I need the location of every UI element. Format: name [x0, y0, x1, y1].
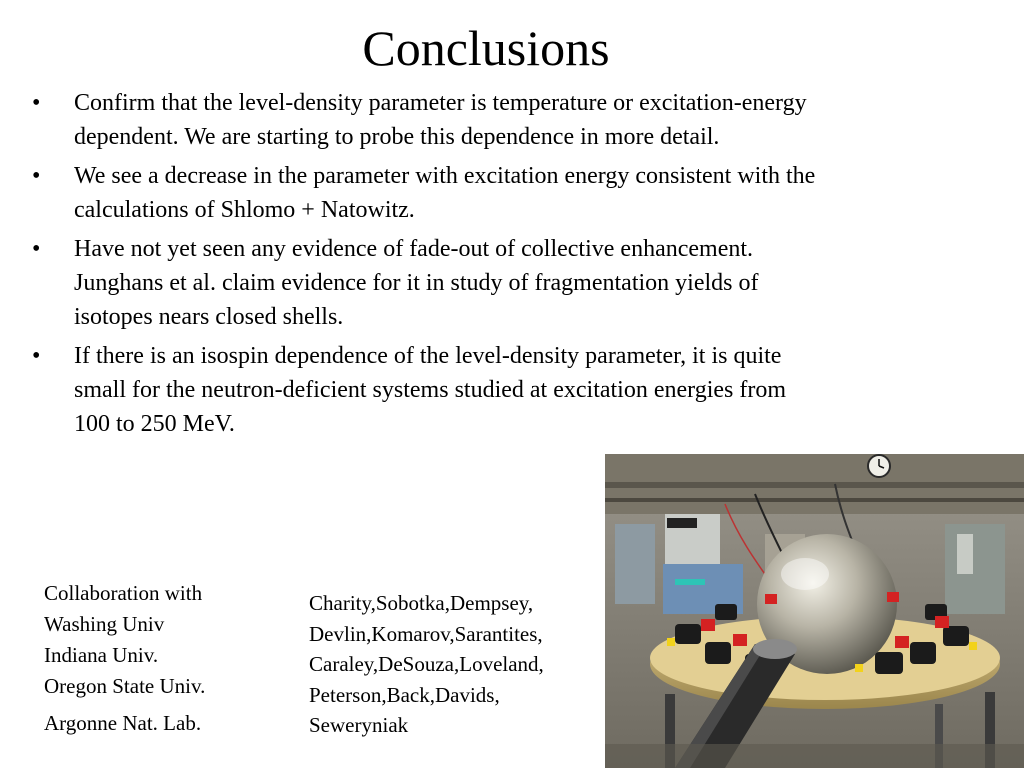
bullet-glyph: • — [32, 163, 41, 189]
bullet-item — [30, 159, 820, 227]
bullet-text: We see a decrease in the parameter with excitation energy consistent with the calculations of Shlomo + Natowitz. — [74, 163, 816, 223]
detector-photo — [605, 454, 1024, 768]
author-list — [309, 588, 604, 741]
bullet-item — [30, 232, 820, 334]
bullet-text: If there is an isospin dependence of the level-density parameter, it is quite small for the neutron-deficient systems studied at excitation energies from 100 to 250 MeV. — [74, 343, 787, 437]
bullet-glyph: • — [32, 90, 41, 116]
bullet-glyph: • — [32, 236, 41, 262]
author-line: Charity,Sobotka,Dempsey, — [309, 591, 534, 615]
slide-title: Conclusions — [362, 20, 610, 76]
author-line: Peterson,Back,Davids, — [309, 682, 500, 707]
bullet-text: Have not yet seen any evidence of fade-out of collective enhancement. Junghans et al. claim evidence for it in study of fragmentation yields of isotopes nears closed shells. — [74, 236, 759, 330]
collaboration-line: Oregon State Univ. — [44, 674, 206, 698]
bullet-item — [30, 339, 820, 441]
collaboration-line: Washing Univ — [44, 612, 165, 636]
collaboration-line: Indiana Univ. — [44, 643, 159, 667]
bullet-text: Confirm that the level-density parameter is temperature or excitation-energy dependent. We are starting to probe this dependence in more detail. — [74, 90, 807, 150]
author-line: Caraley,DeSouza,Loveland, — [309, 652, 544, 676]
author-line: Devlin,Komarov,Sarantites, — [309, 621, 543, 646]
bullet-list — [30, 86, 820, 446]
bullet-item — [30, 86, 820, 154]
author-line: Seweryniak — [309, 713, 409, 737]
bullet-glyph: • — [32, 343, 41, 369]
detector-photo-illustration — [605, 454, 1024, 768]
collaboration-list — [44, 578, 294, 739]
collaboration-line: Collaboration with — [44, 581, 203, 605]
collaboration-line: Argonne Nat. Lab. — [44, 711, 202, 735]
